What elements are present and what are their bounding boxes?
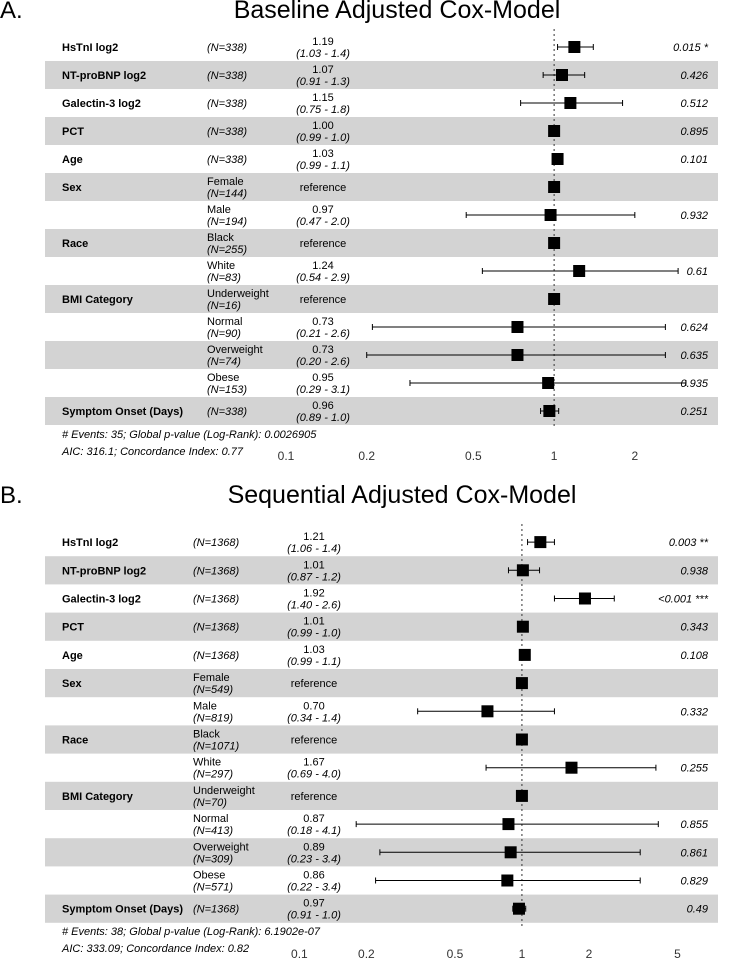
- row-band-shaded: [45, 669, 718, 697]
- p-value: 0.895: [680, 126, 708, 138]
- sample-size: (N=297): [193, 768, 234, 781]
- variable-label: Galectin-3 log2: [62, 98, 141, 110]
- x-tick-label: 1: [518, 947, 526, 961]
- hazard-ratio-value: 1.19: [312, 36, 334, 48]
- panel-b-title: Sequential Adjusted Cox-Model: [227, 481, 577, 509]
- sample-size: (N=153): [207, 384, 248, 396]
- p-value: 0.938: [680, 565, 708, 578]
- variable-label: Age: [62, 154, 83, 166]
- variable-label: BMI Category: [62, 790, 133, 803]
- group-label: Black: [207, 232, 234, 244]
- p-value: 0.003 **: [668, 537, 708, 550]
- sample-size: (N=1368): [193, 537, 240, 550]
- reference-label: reference: [290, 678, 338, 691]
- confidence-interval: (0.69 - 4.0): [287, 768, 341, 781]
- table-row: [62, 531, 709, 555]
- hazard-ratio-value: 0.70: [303, 700, 325, 713]
- sample-size: (N=338): [207, 42, 248, 54]
- row-band-shaded: [45, 725, 718, 753]
- point-estimate-marker: [505, 846, 517, 858]
- x-tick-label: 1: [550, 449, 558, 463]
- row-band-shaded: [45, 229, 718, 257]
- sample-size: (N=74): [207, 356, 241, 368]
- p-value: 0.932: [680, 210, 708, 222]
- variable-label: Race: [62, 734, 89, 747]
- confidence-interval: (1.03 - 1.4): [296, 48, 350, 60]
- point-estimate-marker: [568, 41, 580, 53]
- row-band-shaded: [45, 613, 718, 641]
- table-row: [62, 92, 708, 116]
- confidence-interval: (0.23 - 3.4): [287, 853, 341, 866]
- variable-label: HsTnI log2: [62, 42, 119, 54]
- hazard-ratio-value: 0.89: [303, 841, 325, 854]
- confidence-interval: (0.18 - 4.1): [287, 825, 341, 838]
- p-value: 0.251: [680, 406, 708, 418]
- group-label: Black: [193, 728, 220, 741]
- confidence-interval: (0.75 - 1.8): [296, 104, 350, 116]
- p-value: 0.332: [680, 706, 708, 719]
- group-label: Normal: [193, 813, 229, 826]
- confidence-interval: (0.99 - 1.0): [296, 132, 350, 144]
- confidence-interval: (0.47 - 2.0): [296, 216, 350, 228]
- x-tick-label: 0.5: [446, 947, 464, 961]
- variable-label: Sex: [62, 678, 82, 691]
- table-row: [193, 870, 708, 894]
- table-row: [207, 260, 708, 284]
- table-row: [193, 757, 709, 781]
- p-value: 0.101: [680, 154, 708, 166]
- panel-a-title: Baseline Adjusted Cox-Model: [233, 0, 561, 24]
- group-label: Female: [193, 672, 230, 685]
- group-label: Male: [207, 204, 231, 216]
- point-estimate-marker: [517, 564, 529, 576]
- hazard-ratio-value: 0.95: [312, 372, 334, 384]
- p-value: 0.855: [680, 819, 708, 832]
- row-band-shaded: [45, 782, 718, 810]
- group-label: White: [193, 756, 222, 769]
- sample-size: (N=413): [193, 825, 234, 838]
- confidence-interval: (0.99 - 1.0): [287, 627, 341, 640]
- hazard-ratio-value: 0.96: [312, 400, 334, 412]
- point-estimate-marker: [548, 125, 560, 137]
- hazard-ratio-value: 1.24: [312, 260, 334, 272]
- sample-size: (N=1368): [193, 649, 240, 662]
- footnote-events: # Events: 35; Global p-value (Log-Rank): 0.0026905: [62, 429, 317, 441]
- confidence-interval: (0.21 - 2.6): [296, 328, 350, 340]
- point-estimate-marker: [511, 321, 523, 333]
- table-row: [62, 36, 709, 60]
- p-value: 0.108: [680, 649, 708, 662]
- hazard-ratio-value: 1.03: [303, 643, 325, 656]
- sample-size: (N=549): [193, 684, 234, 697]
- point-estimate-marker: [519, 649, 531, 661]
- table-row: [207, 316, 708, 340]
- footnote-aic: AIC: 333.09; Concordance Index: 0.82: [62, 943, 250, 955]
- confidence-interval: (0.87 - 1.2): [287, 571, 341, 584]
- point-estimate-marker: [542, 377, 554, 389]
- sample-size: (N=338): [207, 126, 248, 138]
- x-tick-label: 0.2: [358, 947, 375, 961]
- point-estimate-marker: [513, 903, 525, 915]
- row-band-shaded: [45, 117, 718, 145]
- point-estimate-marker: [511, 349, 523, 361]
- p-value: 0.624: [680, 322, 708, 334]
- sample-size: (N=1368): [193, 621, 240, 634]
- point-estimate-marker: [552, 153, 564, 165]
- sample-size: (N=1368): [193, 565, 240, 578]
- reference-label: reference: [299, 294, 347, 306]
- point-estimate-marker: [564, 97, 576, 109]
- p-value: <0.001 ***: [658, 593, 708, 606]
- point-estimate-marker: [556, 69, 568, 81]
- p-value: 0.829: [680, 875, 708, 888]
- confidence-interval: (1.06 - 1.4): [287, 543, 341, 556]
- sample-size: (N=338): [207, 406, 248, 418]
- variable-label: Sex: [62, 182, 82, 194]
- point-estimate-marker: [548, 237, 560, 249]
- hazard-ratio-value: 0.86: [303, 869, 325, 882]
- sample-size: (N=255): [207, 244, 248, 256]
- group-label: White: [207, 260, 236, 272]
- sample-size: (N=338): [207, 70, 248, 82]
- point-estimate-marker: [579, 593, 591, 605]
- reference-label: reference: [299, 238, 347, 250]
- variable-label: Symptom Onset (Days): [62, 903, 184, 916]
- sample-size: (N=16): [207, 300, 241, 312]
- reference-label: reference: [299, 182, 347, 194]
- group-label: Underweight: [193, 784, 255, 797]
- reference-label: reference: [290, 790, 338, 803]
- hazard-ratio-value: 1.92: [303, 587, 325, 600]
- point-estimate-marker: [545, 209, 557, 221]
- confidence-interval: (0.22 - 3.4): [287, 881, 341, 894]
- p-value: 0.255: [680, 762, 708, 775]
- hazard-ratio-value: 1.67: [303, 756, 325, 769]
- p-value: 0.635: [680, 350, 708, 362]
- row-band-shaded: [45, 285, 718, 313]
- p-value: 0.426: [680, 70, 708, 82]
- panel-b-forest-plot: [0, 481, 718, 961]
- table-row: [62, 644, 709, 668]
- point-estimate-marker: [502, 818, 514, 830]
- p-value: 0.343: [680, 621, 708, 634]
- confidence-interval: (0.91 - 1.0): [287, 909, 341, 922]
- hazard-ratio-value: 0.97: [303, 897, 325, 910]
- confidence-interval: (1.40 - 2.6): [287, 599, 341, 612]
- sample-size: (N=83): [207, 272, 241, 284]
- sample-size: (N=1071): [193, 740, 240, 753]
- confidence-interval: (0.29 - 3.1): [296, 384, 350, 396]
- p-value: 0.512: [680, 98, 708, 110]
- p-value: 0.61: [686, 266, 708, 278]
- x-tick-label: 0.1: [277, 449, 295, 463]
- hazard-ratio-value: 1.07: [312, 64, 334, 76]
- hazard-ratio-value: 1.15: [312, 92, 334, 104]
- point-estimate-marker: [548, 181, 560, 193]
- point-estimate-marker: [517, 621, 529, 633]
- confidence-interval: (0.99 - 1.1): [287, 655, 341, 668]
- sample-size: (N=338): [207, 98, 248, 110]
- point-estimate-marker: [516, 677, 528, 689]
- table-row: [207, 372, 709, 396]
- sample-size: (N=819): [193, 712, 234, 725]
- group-label: Underweight: [207, 288, 269, 300]
- group-label: Normal: [207, 316, 243, 328]
- p-value: 0.935: [680, 378, 708, 390]
- x-tick-label: 5: [674, 947, 681, 961]
- variable-label: Galectin-3 log2: [62, 593, 141, 606]
- confidence-interval: (0.34 - 1.4): [287, 712, 341, 725]
- variable-label: HsTnI log2: [62, 537, 119, 550]
- confidence-interval: (0.89 - 1.0): [296, 412, 350, 424]
- sample-size: (N=144): [207, 188, 248, 200]
- confidence-interval: (0.99 - 1.1): [296, 160, 350, 172]
- confidence-interval: (0.20 - 2.6): [296, 356, 350, 368]
- sample-size: (N=90): [207, 328, 241, 340]
- variable-label: Race: [62, 238, 89, 250]
- confidence-interval: (0.54 - 2.9): [296, 272, 350, 284]
- group-label: Obese: [193, 869, 226, 882]
- footnote-aic: AIC: 316.1; Concordance Index: 0.77: [62, 446, 244, 458]
- confidence-interval: (0.91 - 1.3): [296, 76, 350, 88]
- panel-a-forest-plot: [0, 0, 718, 463]
- x-tick-label: 0.1: [291, 947, 308, 961]
- point-estimate-marker: [501, 875, 513, 887]
- hazard-ratio-value: 0.73: [312, 344, 334, 356]
- point-estimate-marker: [481, 705, 493, 717]
- x-tick-label: 0.2: [358, 449, 376, 463]
- variable-label: NT-proBNP log2: [62, 70, 147, 82]
- hazard-ratio-value: 0.73: [312, 316, 334, 328]
- hazard-ratio-value: 1.00: [312, 120, 334, 132]
- row-band-shaded: [45, 173, 718, 201]
- variable-label: PCT: [62, 126, 84, 138]
- footnote-events: # Events: 38; Global p-value (Log-Rank): 6.1902e-07: [62, 926, 321, 938]
- sample-size: (N=194): [207, 216, 248, 228]
- panel-a-label: A.: [0, 0, 23, 24]
- group-label: Overweight: [193, 841, 249, 854]
- table-row: [207, 204, 708, 228]
- group-label: Overweight: [207, 344, 263, 356]
- table-row: [62, 588, 709, 612]
- point-estimate-marker: [516, 734, 528, 746]
- point-estimate-marker: [548, 293, 560, 305]
- table-row: [193, 700, 708, 724]
- sample-size: (N=1368): [193, 593, 240, 606]
- variable-label: PCT: [62, 621, 84, 634]
- point-estimate-marker: [516, 790, 528, 802]
- x-tick-label: 2: [631, 449, 639, 463]
- variable-label: NT-proBNP log2: [62, 565, 147, 578]
- p-value: 0.015 *: [673, 42, 708, 54]
- hazard-ratio-value: 0.97: [312, 204, 334, 216]
- hazard-ratio-value: 0.87: [303, 813, 325, 826]
- p-value: 0.861: [680, 847, 708, 860]
- x-tick-label: 2: [585, 947, 593, 961]
- group-label: Obese: [207, 372, 240, 384]
- point-estimate-marker: [573, 265, 585, 277]
- sample-size: (N=571): [193, 881, 234, 894]
- point-estimate-marker: [565, 762, 577, 774]
- hazard-ratio-value: 1.21: [303, 531, 325, 544]
- table-row: [193, 813, 709, 837]
- point-estimate-marker: [534, 536, 546, 548]
- point-estimate-marker: [543, 405, 555, 417]
- variable-label: BMI Category: [62, 294, 133, 306]
- variable-label: Symptom Onset (Days): [62, 406, 184, 418]
- x-tick-label: 0.5: [465, 449, 482, 463]
- sample-size: (N=309): [193, 853, 234, 866]
- group-label: Female: [207, 176, 244, 188]
- p-value: 0.49: [686, 903, 708, 916]
- table-row: [62, 148, 708, 172]
- reference-label: reference: [290, 734, 338, 747]
- hazard-ratio-value: 1.01: [303, 559, 325, 572]
- group-label: Male: [193, 700, 217, 713]
- panel-b-label: B.: [0, 482, 23, 509]
- hazard-ratio-value: 1.03: [312, 148, 334, 160]
- sample-size: (N=338): [207, 154, 248, 166]
- hazard-ratio-value: 1.01: [303, 615, 325, 628]
- variable-label: Age: [62, 649, 83, 662]
- sample-size: (N=1368): [193, 903, 240, 916]
- sample-size: (N=70): [193, 796, 227, 809]
